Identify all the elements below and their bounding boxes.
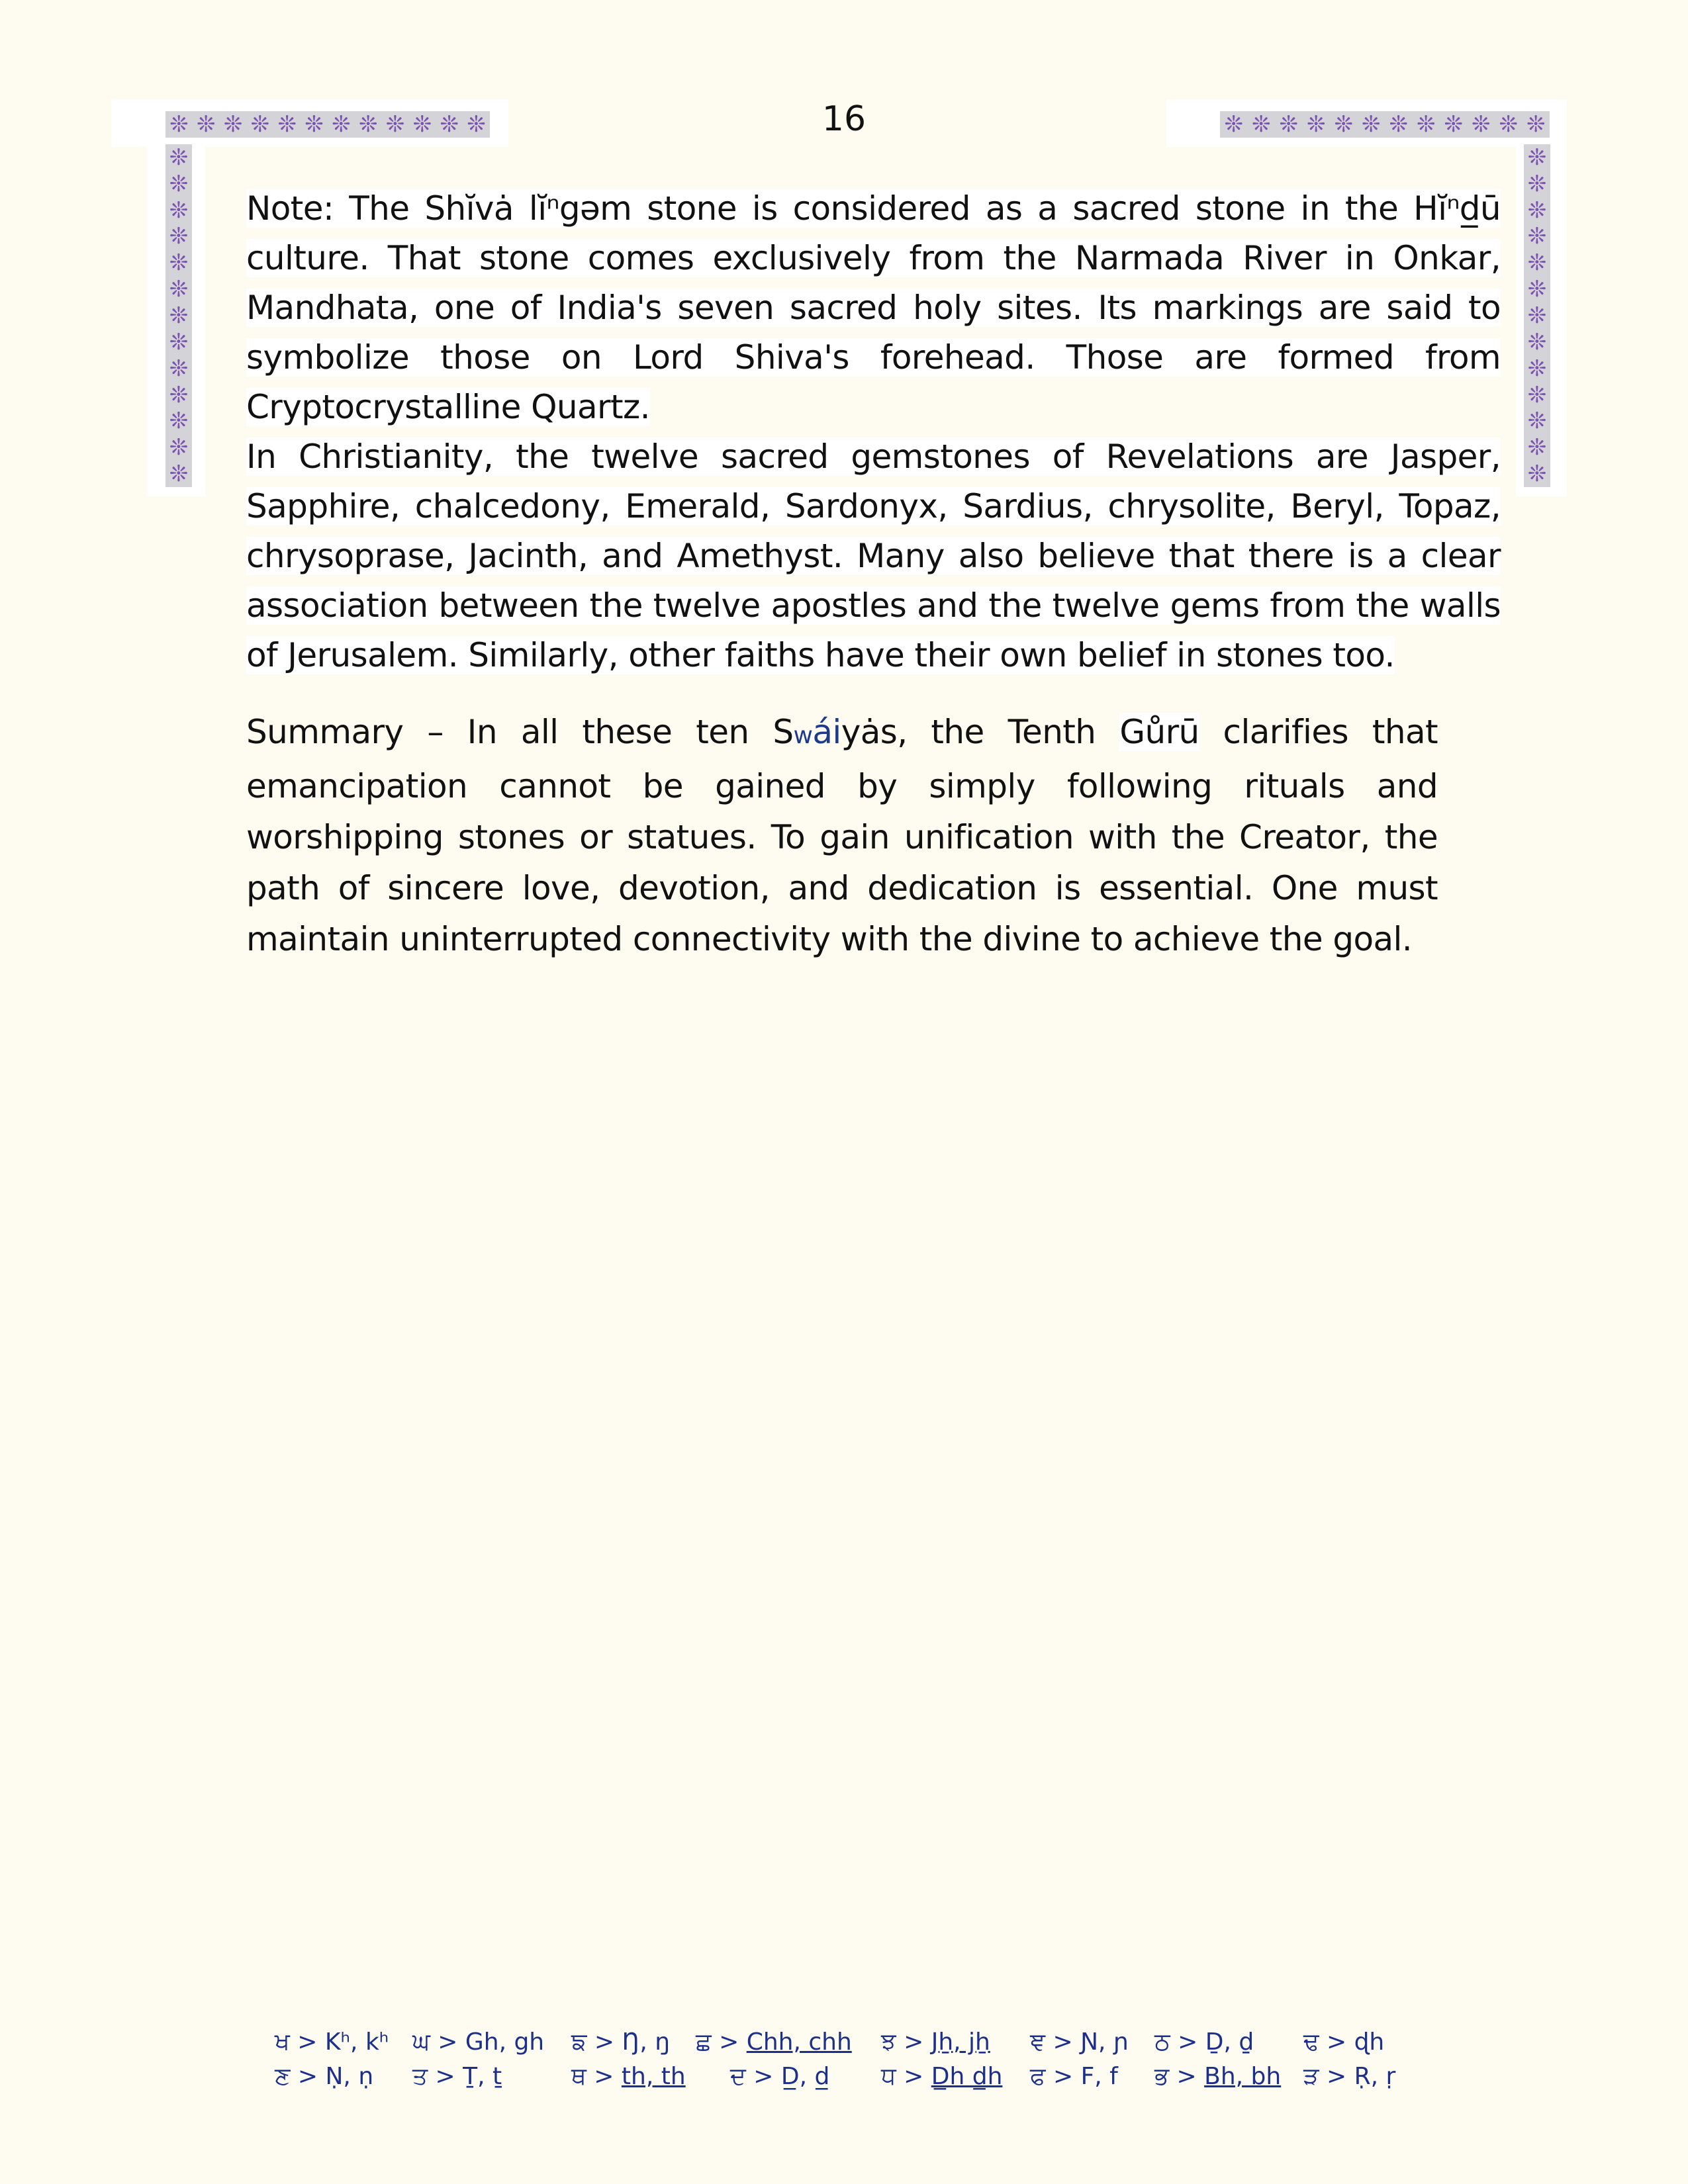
asterisk-flower-icon: ❊ — [1362, 111, 1381, 138]
asterisk-flower-icon: ❊ — [169, 408, 189, 435]
note-text-2: culture. That stone comes exclusively from the Narmada River in Onkar, Mandhata, one of India's seven sacred holy sites. Its markings are said to symbolize those on Lord Shiva's forehead. Those are formed from Cryptocrystalline Quartz. — [246, 239, 1501, 426]
legend-row-1 — [275, 2025, 1433, 2060]
asterisk-flower-icon: ❊ — [1527, 197, 1547, 224]
term-hindu: Hĭⁿd̲ū — [1413, 189, 1501, 228]
asterisk-flower-icon: ❊ — [1527, 170, 1547, 197]
legend-item: ਛ > Chh, chh — [696, 2028, 852, 2056]
asterisk-flower-icon: ❊ — [169, 223, 189, 250]
legend-item: ਖ > Kʰ, kʰ — [275, 2028, 389, 2056]
asterisk-flower-icon: ❊ — [169, 144, 189, 171]
asterisk-flower-icon: ❊ — [358, 111, 378, 138]
legend-item: ਞ > Ɲ, ɲ — [1030, 2028, 1129, 2056]
asterisk-flower-icon: ❊ — [412, 111, 432, 138]
legend-item: ੜ > Ṛ, ṛ — [1303, 2063, 1396, 2090]
legend-item: ਫ > F, f — [1030, 2063, 1118, 2090]
asterisk-flower-icon: ❊ — [1527, 328, 1547, 355]
asterisk-flower-icon: ❊ — [1527, 302, 1547, 329]
asterisk-flower-icon: ❊ — [1444, 111, 1463, 138]
legend-item: ਣ > Ṇ, ṇ — [275, 2063, 374, 2090]
asterisk-flower-icon: ❊ — [169, 328, 189, 355]
asterisk-flower-icon: ❊ — [332, 111, 351, 138]
asterisk-flower-icon: ❊ — [169, 111, 189, 138]
legend-item: ਦ > D̲, d̲ — [730, 2063, 830, 2090]
note-text-1: stone is considered as a sacred stone in the — [632, 189, 1414, 228]
asterisk-flower-icon: ❊ — [1224, 111, 1243, 138]
asterisk-flower-icon: ❊ — [169, 302, 189, 329]
asterisk-flower-icon: ❊ — [440, 111, 459, 138]
asterisk-flower-icon: ❊ — [169, 461, 189, 487]
asterisk-flower-icon: ❊ — [196, 111, 216, 138]
asterisk-flower-icon: ❊ — [277, 111, 297, 138]
asterisk-flower-icon: ❊ — [467, 111, 486, 138]
summary-text-2: clarifies that emancipation cannot be gained by simply following rituals and worshipping stones or statues. To gain unification with the Creator, the path of sincere love, devotion, and dedication is essential. One must maintain uninterrupted connectivity with the divine to achieve the goal. — [246, 713, 1438, 958]
asterisk-flower-icon: ❊ — [169, 197, 189, 224]
asterisk-flower-icon: ❊ — [1334, 111, 1353, 138]
summary-text-1: , the Tenth — [897, 713, 1120, 751]
note-label: Note: The — [246, 189, 425, 228]
right-ornament-border — [1524, 144, 1550, 487]
asterisk-flower-icon: ❊ — [169, 434, 189, 461]
christianity-paragraph: In Christianity, the twelve sacred gemstones of Revelations are Jasper, Sapphire, chalcedony, Emerald, Sardonyx, Sardius, chrysolite, Beryl, Topaz, chrysoprase, Jacinth, and Amethyst. Many also believe that there is a clear association between the twelve apostles and the twelve gems from the walls of Jerusalem. Similarly, other faiths have their own belief in stones too. — [246, 437, 1501, 674]
term-guru: Gůrū — [1119, 713, 1199, 751]
legend-item: ਝ > Jẖ, jẖ — [881, 2028, 990, 2056]
asterisk-flower-icon: ❊ — [1527, 276, 1547, 303]
asterisk-flower-icon: ❊ — [1252, 111, 1271, 138]
term-swaiyas: Swáiyȧs — [773, 713, 898, 751]
asterisk-flower-icon: ❊ — [169, 381, 189, 408]
asterisk-flower-icon: ❊ — [1527, 434, 1547, 461]
asterisk-flower-icon: ❊ — [223, 111, 243, 138]
asterisk-flower-icon: ❊ — [169, 276, 189, 303]
asterisk-flower-icon: ❊ — [169, 355, 189, 382]
legend-item: ਥ > th, th — [571, 2063, 686, 2090]
asterisk-flower-icon: ❊ — [1389, 111, 1408, 138]
legend-item: ਠ > Ḏ, ḏ — [1154, 2028, 1254, 2056]
asterisk-flower-icon: ❊ — [1526, 111, 1546, 138]
asterisk-flower-icon: ❊ — [250, 111, 270, 138]
left-ornament-border — [165, 144, 192, 487]
summary-lead: Summary – In all these ten — [246, 713, 773, 751]
asterisk-flower-icon: ❊ — [1527, 461, 1547, 487]
term-shiva-lingam: Shĭvȧ lĭⁿgəm — [424, 189, 632, 228]
page-number: 16 — [821, 99, 867, 139]
asterisk-flower-icon: ❊ — [1499, 111, 1518, 138]
asterisk-flower-icon: ❊ — [1527, 223, 1547, 250]
asterisk-flower-icon: ❊ — [1307, 111, 1326, 138]
transliteration-legend — [275, 2025, 1433, 2094]
asterisk-flower-icon: ❊ — [1472, 111, 1491, 138]
asterisk-flower-icon: ❊ — [169, 250, 189, 277]
top-left-ornament-border — [165, 111, 490, 138]
legend-item: ਧ > D̲h d̲h — [881, 2063, 1003, 2090]
asterisk-flower-icon: ❊ — [305, 111, 324, 138]
legend-item: ਢ > ɖh — [1303, 2028, 1385, 2056]
asterisk-flower-icon: ❊ — [1417, 111, 1436, 138]
note-paragraph — [246, 184, 1501, 680]
asterisk-flower-icon: ❊ — [1279, 111, 1298, 138]
legend-row-2 — [275, 2060, 1433, 2094]
asterisk-flower-icon: ❊ — [385, 111, 405, 138]
asterisk-flower-icon: ❊ — [1527, 355, 1547, 382]
legend-item: ਤ > Ṯ, ṯ — [412, 2063, 502, 2090]
asterisk-flower-icon: ❊ — [1527, 250, 1547, 277]
legend-item: ਭ > Bh, bh — [1154, 2063, 1282, 2090]
asterisk-flower-icon: ❊ — [169, 170, 189, 197]
asterisk-flower-icon: ❊ — [1527, 144, 1547, 171]
legend-item: ਙ > Ŋ, ŋ — [571, 2028, 671, 2056]
top-right-ornament-border — [1220, 111, 1550, 138]
legend-item: ਘ > Gh, gh — [412, 2028, 545, 2056]
asterisk-flower-icon: ❊ — [1527, 408, 1547, 435]
asterisk-flower-icon: ❊ — [1527, 381, 1547, 408]
summary-paragraph — [246, 707, 1438, 965]
